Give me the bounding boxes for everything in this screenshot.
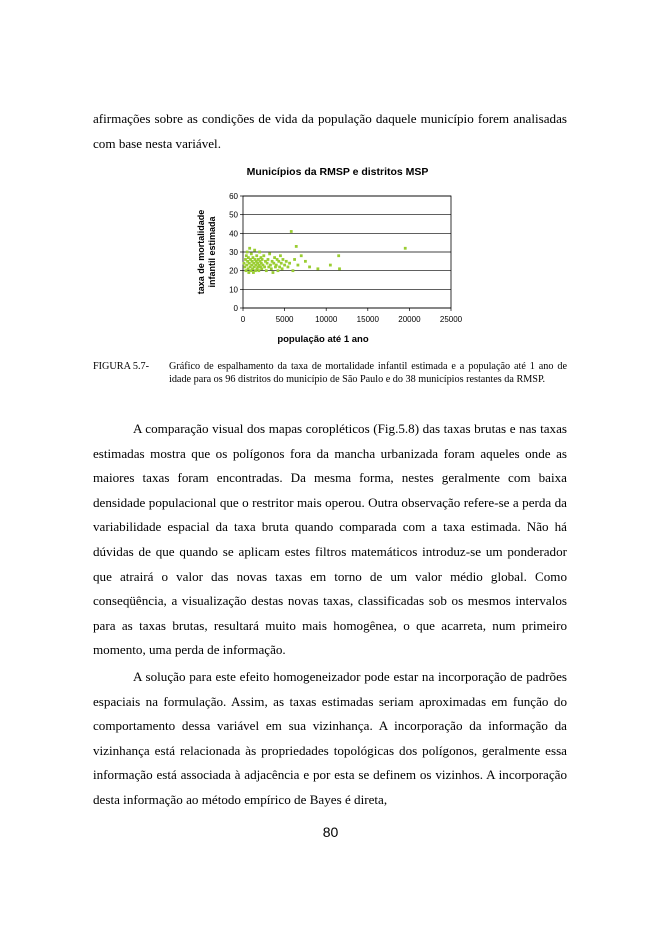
x-tick-label: 0 bbox=[240, 315, 246, 324]
data-point bbox=[300, 254, 303, 257]
data-point bbox=[245, 264, 248, 267]
data-point bbox=[338, 267, 341, 270]
data-point bbox=[293, 258, 296, 261]
chart-title: Municípios da RMSP e distritos MSP bbox=[246, 166, 429, 178]
caption-label: FIGURA 5.7- bbox=[93, 361, 150, 372]
x-tick-label: 20000 bbox=[398, 315, 421, 324]
data-point bbox=[250, 252, 253, 255]
y-tick-label: 60 bbox=[229, 192, 238, 201]
data-point bbox=[262, 254, 265, 257]
data-point bbox=[277, 269, 280, 272]
data-point bbox=[272, 262, 275, 265]
data-point bbox=[288, 262, 291, 265]
data-point bbox=[329, 264, 332, 267]
y-axis-ticks bbox=[229, 192, 243, 313]
data-point bbox=[258, 251, 261, 254]
data-point bbox=[257, 269, 260, 272]
caption-text: Gráfico de espalhamento da taxa de mortalidade infantil estimada e a população até 1 ano de idade para os 96 distritos do município de São Paulo e do 38 municípios restantes da RMSP. bbox=[169, 361, 567, 385]
data-point bbox=[268, 252, 271, 255]
paragraph-1: afirmações sobre as condições de vida da população daquele município forem analisadas com base nesta variável. bbox=[93, 111, 567, 151]
data-point bbox=[278, 266, 281, 269]
data-point bbox=[290, 230, 293, 233]
data-point bbox=[265, 269, 268, 272]
y-tick-label: 10 bbox=[229, 285, 238, 295]
data-point bbox=[337, 254, 340, 257]
y-tick-label: 0 bbox=[233, 304, 238, 313]
data-point bbox=[404, 247, 407, 250]
data-point bbox=[282, 258, 285, 261]
x-tick-label: 25000 bbox=[439, 315, 463, 324]
y-tick-label: 30 bbox=[229, 248, 238, 257]
y-tick-label: 20 bbox=[229, 266, 238, 276]
data-point bbox=[316, 267, 319, 270]
paragraph-2: A comparação visual dos mapas coropléticos (Fig.5.8) das taxas brutas e nas taxas estimadas mostra que os polígonos fora da mancha urbanizada foram aqueles onde as maiores taxas foram encontradas. Da mesma forma, nestes geralmente com baixa densidade populacional que o restritor mais operou. Outra observação refere-se a perda da variabilidade espacial da taxa bruta quando comparada com a taxa estimada. Não há dúvidas de que quando se aplicam estes filtros matemáticos introduz-se um ponderador que atrairá o valor das novas taxas em torno de um valor médio global. Como conseqüência, a visualização destas novas taxas, classificadas sob os mesmos intervalos para as taxas brutas, resultará muito mais homogênea, o que acarreta, num primeiro momento, uma perda de informação. bbox=[93, 421, 567, 658]
page-number: 80 bbox=[322, 824, 339, 840]
data-point bbox=[261, 258, 264, 261]
x-tick-label: 5000 bbox=[275, 315, 294, 324]
x-axis-label: população até 1 ano bbox=[277, 334, 369, 345]
y-tick-label: 50 bbox=[229, 210, 238, 220]
data-point bbox=[275, 264, 278, 267]
data-point bbox=[248, 247, 251, 250]
data-point bbox=[266, 262, 269, 265]
figure-caption bbox=[93, 360, 567, 386]
data-point bbox=[270, 267, 273, 270]
data-point bbox=[248, 262, 251, 265]
data-point bbox=[304, 260, 307, 263]
x-axis-ticks bbox=[241, 308, 463, 324]
data-point bbox=[260, 267, 263, 270]
data-point bbox=[280, 262, 283, 265]
data-point bbox=[243, 262, 246, 265]
data-point bbox=[255, 254, 258, 257]
data-point bbox=[287, 266, 290, 269]
data-point bbox=[308, 266, 311, 269]
chart-grid bbox=[243, 196, 451, 308]
data-point bbox=[269, 264, 272, 267]
data-point bbox=[263, 266, 266, 269]
data-point bbox=[272, 271, 275, 274]
data-point bbox=[281, 267, 284, 270]
data-point bbox=[285, 260, 288, 263]
data-point bbox=[277, 260, 280, 263]
scatter-chart bbox=[180, 183, 480, 348]
data-point bbox=[246, 251, 249, 254]
data-point bbox=[267, 258, 270, 261]
data-point bbox=[273, 256, 276, 259]
data-point bbox=[253, 249, 256, 252]
y-axis-label-line1: taxa de mortalidade bbox=[196, 209, 206, 295]
y-axis-label-line2: infantil estimada bbox=[207, 216, 217, 288]
data-point bbox=[283, 264, 286, 267]
x-tick-label: 10000 bbox=[315, 315, 338, 324]
paragraph-3: A solução para este efeito homogeneizador pode estar na incorporação de padrões espaciais na formulação. Assim, as taxas estimadas seriam aproximadas em função do comportamento dessa variável em sua vizinhança. A incorporação da informação da vizinhança está relacionada às propriedades topológicas dos polígonos, geralmente essa informação está associada à adjacência e por esta se definem os vizinhos. A incorporação desta informação ao método empírico de Bayes é direta, bbox=[93, 669, 567, 807]
data-point bbox=[292, 269, 295, 272]
data-point bbox=[297, 264, 300, 267]
data-point bbox=[295, 245, 298, 248]
data-point bbox=[279, 254, 282, 257]
y-tick-label: 40 bbox=[229, 229, 238, 239]
x-tick-label: 15000 bbox=[356, 315, 379, 324]
